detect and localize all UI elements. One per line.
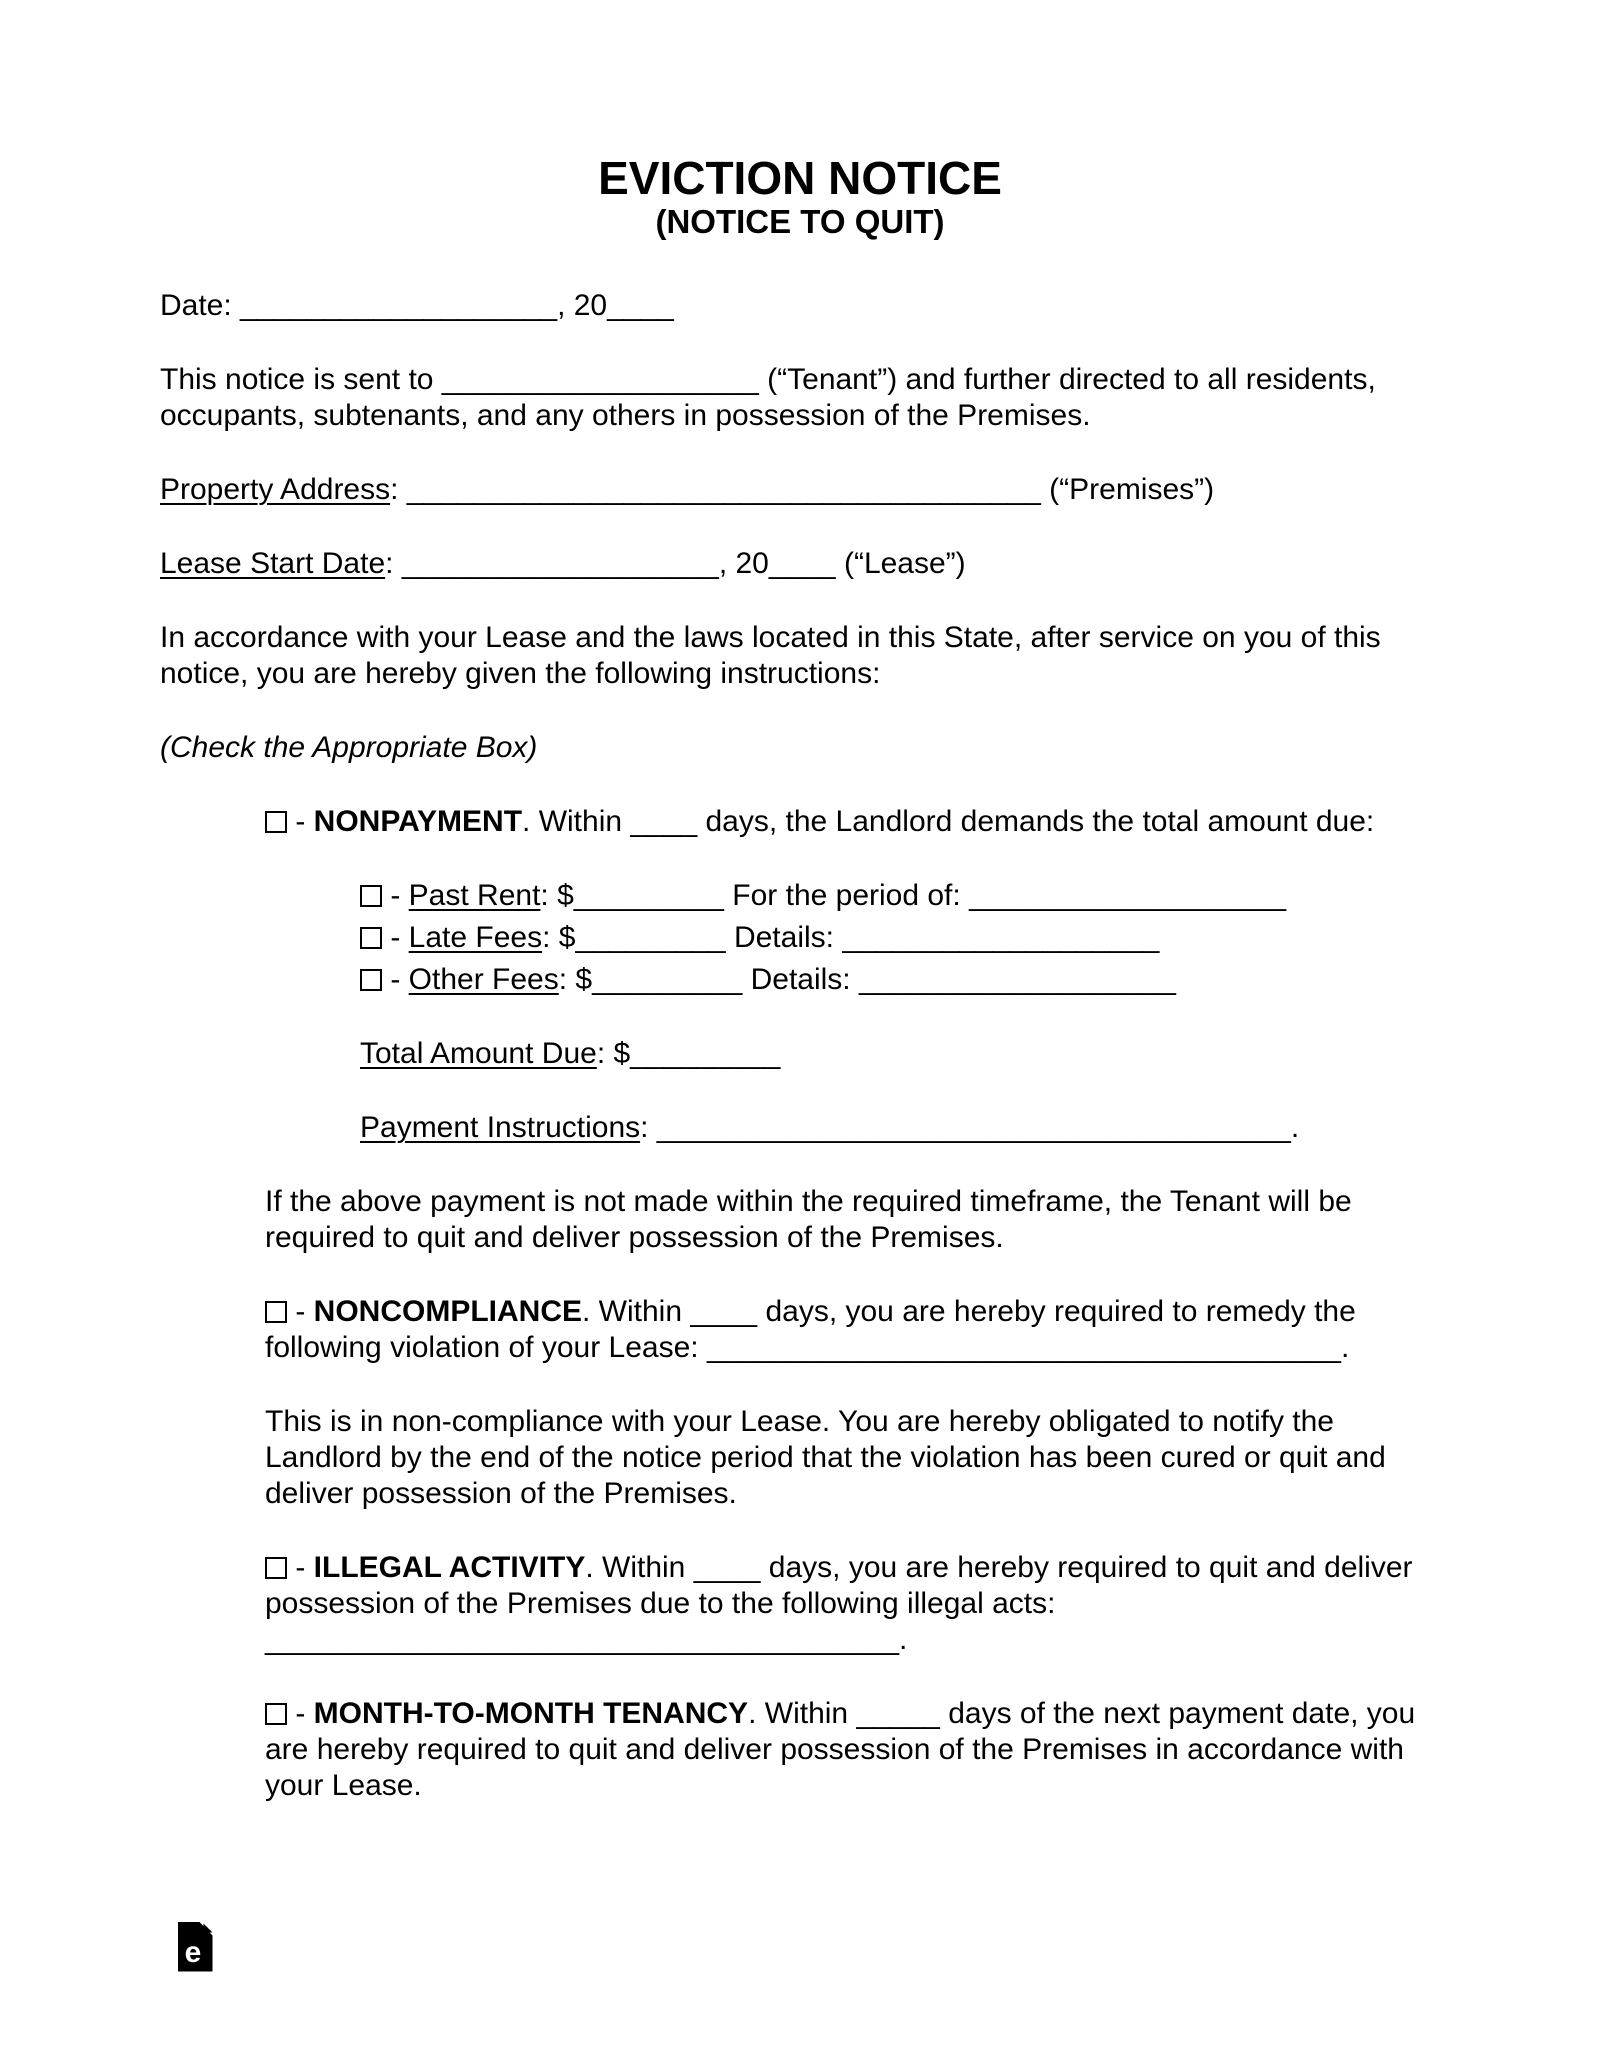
property-address-line — [160, 472, 1440, 508]
payment-instructions-period: . — [1290, 1111, 1300, 1144]
lease-start-sep: : — [385, 547, 402, 580]
other-fees-amount-blank[interactable]: _________ — [592, 963, 743, 996]
payment-instructions-label: Payment Instructions — [360, 1111, 641, 1144]
tenant-name-blank[interactable]: ___________________ — [441, 363, 759, 396]
total-amount-line — [360, 1036, 1440, 1072]
lease-start-date-blank[interactable]: ___________________ — [401, 547, 719, 580]
illegal-activity-section — [265, 1550, 1440, 1658]
total-amount-blank[interactable]: _________ — [630, 1037, 781, 1070]
late-fees-line — [360, 920, 1440, 956]
late-fees-amount-blank[interactable]: _________ — [575, 921, 726, 954]
other-fees-details-blank[interactable]: ___________________ — [858, 963, 1176, 996]
lease-text: (“Lease”) — [835, 547, 966, 580]
other-fees-mid: : $ — [558, 963, 593, 996]
check-note: (Check the Appropriate Box) — [160, 731, 538, 764]
illegal-activity-period: . — [899, 1623, 908, 1656]
lease-year-prefix: , 20 — [718, 547, 769, 580]
past-rent-sep: - — [382, 879, 409, 912]
past-rent-checkbox[interactable] — [360, 885, 382, 907]
past-rent-amount-blank[interactable]: _________ — [573, 879, 724, 912]
other-fees-label: Other Fees — [408, 963, 559, 996]
date-line — [160, 288, 1440, 324]
noncompliance-section — [265, 1294, 1440, 1366]
nonpayment-sep: - — [287, 805, 314, 838]
date-year-blank[interactable]: ____ — [607, 289, 674, 322]
page-title: EVICTION NOTICE — [598, 152, 1002, 204]
premises-text: (“Premises”) — [1040, 473, 1215, 506]
noncompliance-label: NONCOMPLIANCE — [313, 1295, 583, 1328]
nonpayment-days-blank[interactable]: ____ — [630, 805, 698, 838]
other-fees-checkbox[interactable] — [360, 969, 382, 991]
fee-list — [360, 878, 1440, 998]
late-fees-details-blank[interactable]: ___________________ — [842, 921, 1160, 954]
noncompliance-checkbox[interactable] — [265, 1301, 287, 1323]
lease-start-label: Lease Start Date — [160, 547, 386, 580]
nonpayment-label: NONPAYMENT — [313, 805, 523, 838]
other-fees-line — [360, 962, 1440, 998]
lease-start-line — [160, 546, 1440, 582]
past-rent-line — [360, 878, 1440, 914]
nonpayment-section — [265, 804, 1440, 840]
date-year-prefix: , 20 — [557, 289, 608, 322]
date-label: Date: — [160, 289, 241, 322]
intro-text-post: (“Tenant”) and further directed to all residents, occupants, subtenants, and any others in possession of the Premises. — [160, 363, 1376, 432]
past-rent-mid: : $ — [540, 879, 574, 912]
folded-corner-icon — [204, 1924, 213, 1933]
total-amount-sep: : $ — [596, 1037, 631, 1070]
noncompliance-note: This is in non-compliance with your Lease. You are hereby obligated to notify the Landlord by the end of the notice period that the violation has been cured or quit and deliver possession of the Premises. — [265, 1405, 1386, 1510]
payment-instructions-line — [360, 1110, 1440, 1146]
noncompliance-text-pre: . Within — [582, 1295, 691, 1328]
intro-text-pre: This notice is sent to — [160, 363, 442, 396]
other-fees-sep: - — [382, 963, 409, 996]
illegal-activity-sep: - — [287, 1551, 314, 1584]
late-fees-mid: : $ — [542, 921, 576, 954]
illegal-acts-blank[interactable]: ______________________________________ — [265, 1623, 900, 1656]
month-to-month-label: MONTH-TO-MONTH TENANCY — [313, 1697, 749, 1730]
month-to-month-text-post: days of the next payment date, you are hereby required to quit and deliver possession of the Premises in accordance with your Lease. — [265, 1697, 1416, 1802]
lease-year-blank[interactable]: ____ — [768, 547, 836, 580]
date-blank[interactable]: ___________________ — [240, 289, 558, 322]
noncompliance-sep: - — [287, 1295, 314, 1328]
payment-instructions-sep: : — [640, 1111, 657, 1144]
late-fees-sep: - — [382, 921, 409, 954]
noncompliance-period: . — [1340, 1331, 1350, 1364]
month-to-month-days-blank[interactable]: _____ — [856, 1697, 940, 1730]
nonpayment-text-post: days, the Landlord demands the total amount due: — [697, 805, 1375, 838]
illegal-activity-checkbox[interactable] — [265, 1557, 287, 1579]
property-address-blank[interactable]: ______________________________________ — [406, 473, 1041, 506]
intro-paragraph — [160, 362, 1440, 434]
instructions-paragraph: In accordance with your Lease and the laws located in this State, after service on you of this notice, you are hereby given the following instructions: — [160, 621, 1381, 690]
nonpayment-checkbox[interactable] — [265, 811, 287, 833]
month-to-month-checkbox[interactable] — [265, 1703, 287, 1725]
property-address-label: Property Address — [160, 473, 391, 506]
past-rent-period-blank[interactable]: ___________________ — [969, 879, 1287, 912]
nonpayment-text-pre: . Within — [522, 805, 631, 838]
other-fees-details-label: Details: — [742, 963, 859, 996]
noncompliance-text-post: days, you are hereby required to remedy the following violation of your Lease: — [265, 1295, 1356, 1364]
nonpayment-note: If the above payment is not made within the required timeframe, the Tenant will be required to quit and deliver possession of the Premises. — [265, 1185, 1352, 1254]
property-address-sep: : — [390, 473, 407, 506]
late-fees-details-label: Details: — [725, 921, 843, 954]
illegal-activity-days-blank[interactable]: ____ — [693, 1551, 761, 1584]
past-rent-label: Past Rent — [408, 879, 541, 912]
total-amount-label: Total Amount Due — [360, 1037, 597, 1070]
noncompliance-violation-blank[interactable]: ______________________________________ — [706, 1331, 1341, 1364]
month-to-month-sep: - — [287, 1697, 314, 1730]
month-to-month-section — [265, 1696, 1440, 1804]
logo-letter: e — [184, 1936, 202, 1969]
late-fees-checkbox[interactable] — [360, 927, 382, 949]
late-fees-label: Late Fees — [408, 921, 543, 954]
eforms-logo — [178, 1922, 213, 1972]
past-rent-period-label: For the period of: — [723, 879, 970, 912]
month-to-month-text-pre: . Within — [748, 1697, 857, 1730]
illegal-activity-text-post: days, you are hereby required to quit and deliver possession of the Premises due to the following illegal acts: — [265, 1551, 1413, 1620]
illegal-activity-text-pre: . Within — [585, 1551, 694, 1584]
illegal-activity-label: ILLEGAL ACTIVITY — [313, 1551, 586, 1584]
noncompliance-days-blank[interactable]: ____ — [690, 1295, 758, 1328]
payment-instructions-blank[interactable]: ______________________________________ — [656, 1111, 1291, 1144]
page-subtitle: (NOTICE TO QUIT) — [655, 203, 945, 240]
